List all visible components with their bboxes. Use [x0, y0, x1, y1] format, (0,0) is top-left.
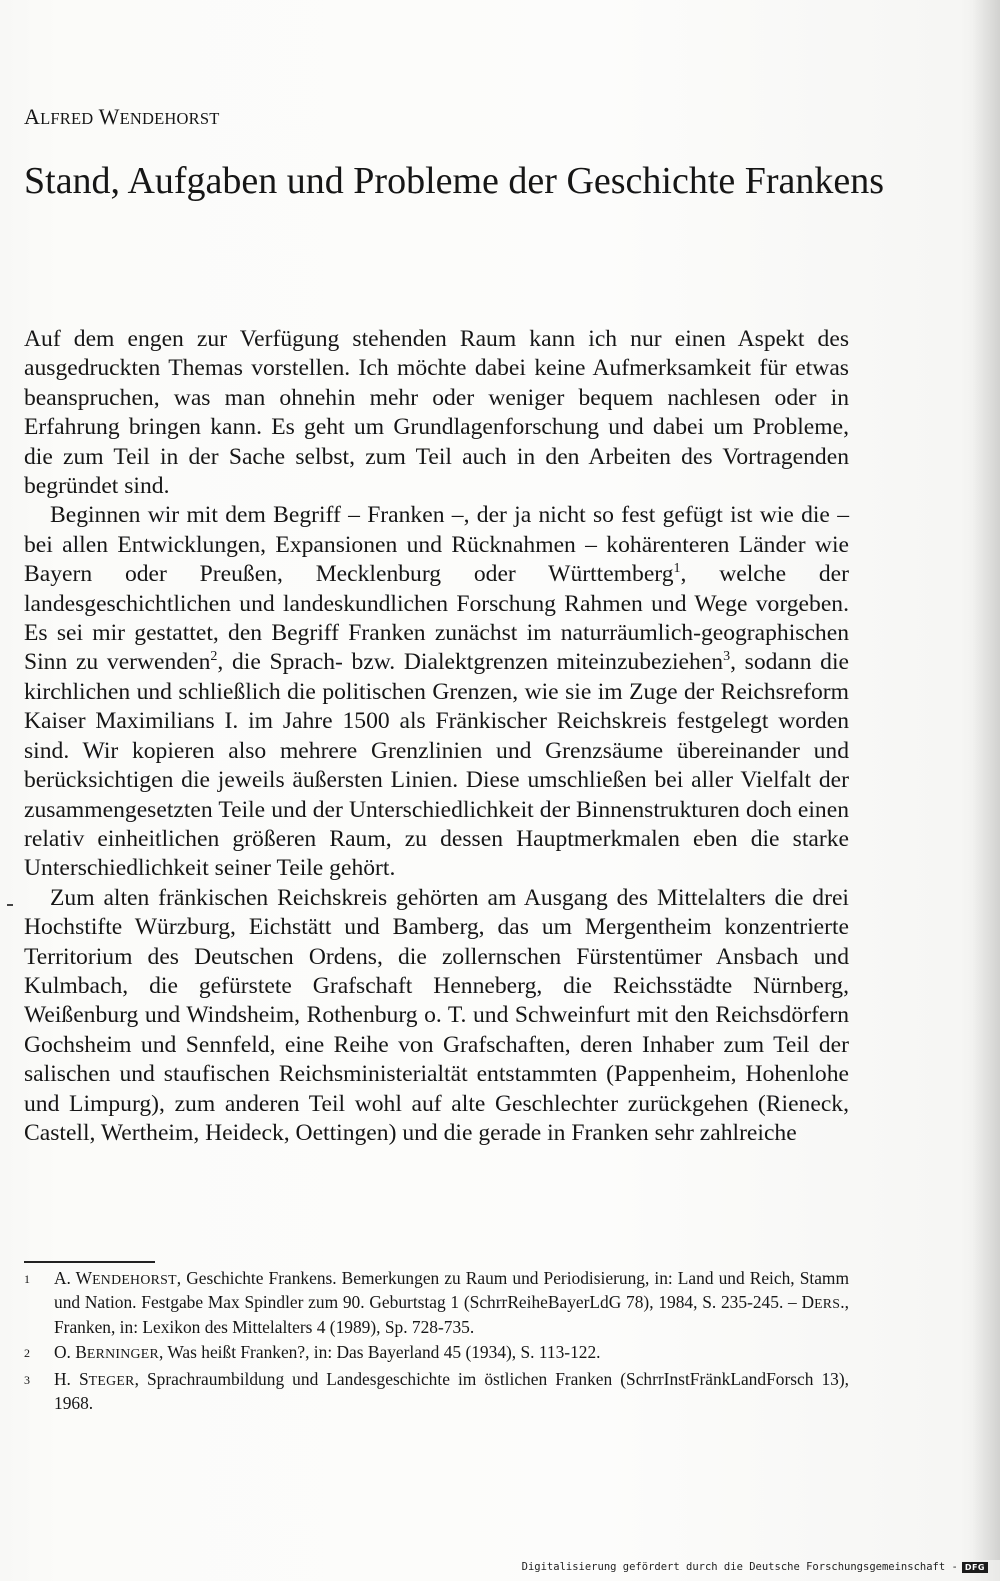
footnote-ref-2[interactable]: 2 [210, 649, 218, 665]
cited-author-name: STEGER [78, 1368, 135, 1389]
paragraph-1: Auf dem engen zur Verfügung stehenden Raum kann ich nur einen Aspekt des ausgedruckten Themas vorstellen. Ich möchte dabei keine Aufmerksamkeit für etwas beanspruchen, was man ohnehin mehr oder weniger bequem nachlesen oder in Erfahrung bringen kann. Es geht um Grundlagenforschung und dabei um Probleme, die zum Teil in der Sache selbst, zum Teil auch in den Arbeiten des Vortragenden begründet sind. [24, 326, 849, 500]
digitization-credit [522, 1561, 988, 1573]
cited-author-name: DERS [801, 1292, 841, 1313]
credit-text: Digitalisierung gefördert durch die Deutsche Forschungsgemeinschaft - [521, 1561, 958, 1573]
author-first-initial: A [24, 104, 41, 129]
margin-mark [7, 904, 13, 906]
footnote-ref-3[interactable]: 3 [723, 649, 731, 665]
footnote-divider [24, 1261, 155, 1263]
dfg-logo-icon: DFG [962, 1562, 988, 1573]
author-first-rest: LFRED [40, 109, 94, 128]
author-last-initial: W [98, 104, 120, 129]
footnote-ref-1[interactable]: 1 [673, 561, 681, 577]
paragraph-2: Beginnen wir mit dem Begriff – Franken –, der ja nicht so fest gefügt ist wie die – bei allen Entwicklungen, Expansionen und Rücknahmen – kohärenteren Länder wie Bayern oder Preußen, Mecklenburg oder Württemberg$^1$, welche der landesgeschichtlichen und landeskundlichen Forschung Rahmen und Wege vorgeben. Es sei mir gestattet, den Begriff Franken zunächst im naturräumlich-geographischen Sinn zu verwenden$^2$, die Sprach- bzw. Dialektgrenzen miteinzubeziehen$^3$, sodann die kirchlichen und schließlich die politischen Grenzen, wie sie im Zuge der Reichsreform Kaiser Maximilians I. im Jahre 1500 als Fränkischer Reichskreis festgelegt worden sind. Wir kopieren also mehrere Grenzlinien und Grenzsäume übereinander und berücksichtigen die jeweils äußersten Linien. Diese umschließen bei aller Vielfalt der zusammengesetzten Teile und der Unterschiedlichkeit der Binnenstrukturen doch einen relativ einheitlichen größeren Raum, zu dessen Hauptmerkmalen eben die starke Unterschiedlichkeit seiner Teile gehört. [24, 502, 849, 882]
footnote-number: 1 [24, 1272, 30, 1286]
author-last-rest: ENDEHORST [119, 109, 220, 128]
paragraph-3: Zum alten fränkischen Reichskreis gehörten am Ausgang des Mittelalters die drei Hochstifte Würzburg, Eichstätt und Bamberg, das um Mergentheim konzentrierte Territorium des Deutschen Ordens, die zollernschen Fürstentümer Ansbach und Kulmbach, die gefürstete Grafschaft Henneberg, die Reichsstädte Nürnberg, Weißenburg und Windsheim, Rothenburg o. T. und Schweinfurt mit den Reichsdörfern Gochsheim und Sennfeld, eine Reihe von Grafschaften, deren Inhaber zum Teil der salischen und staufischen Reichsministerialtät entstammten (Pappenheim, Hohenlohe und Limpurg), zum anderen Teil wohl auf alte Geschlechter zurückgehen (Rieneck, Castell, Wertheim, Heideck, Oettingen) und die gerade in Franken sehr zahlreiche [24, 884, 849, 1146]
footnote-1 [24, 1267, 849, 1339]
footnote-number: 3 [24, 1372, 30, 1387]
article-body [24, 325, 849, 1148]
cited-author-name: WENDEHORST [75, 1268, 177, 1288]
author-name [24, 104, 220, 130]
footnote-number: 2 [24, 1346, 30, 1361]
footnote-text: A. WENDEHORST, Geschichte Frankens. Bemerkungen zu Raum und Periodisierung, in: Land und Reich, Stamm und Nation. Festgabe Max Spindler zum 90. Geburtstag 1 (SchrrReiheBayerLdG 78), 1984, S. 235-245. – DERS., Franken, in: Lexikon des Mittelalters 4 (1989), Sp. 728-735. [54, 1268, 849, 1337]
article-title: Stand, Aufgaben und Probleme der Geschichte Frankens [24, 160, 885, 202]
footnote-text: H. STEGER, Sprachraumbildung und Landesgeschichte im östlichen Franken (SchrrInstFränkLandForsch 13), 1968. [54, 1368, 849, 1414]
footnote-2 [24, 1341, 849, 1365]
footnotes [24, 1267, 849, 1417]
page-edge-shadow [972, 0, 1000, 1560]
cited-author-name: BERNINGER [75, 1342, 160, 1363]
footnote-text: O. BERNINGER, Was heißt Franken?, in: Das Bayerland 45 (1934), S. 113-122. [54, 1342, 601, 1363]
footnote-3 [24, 1368, 849, 1416]
